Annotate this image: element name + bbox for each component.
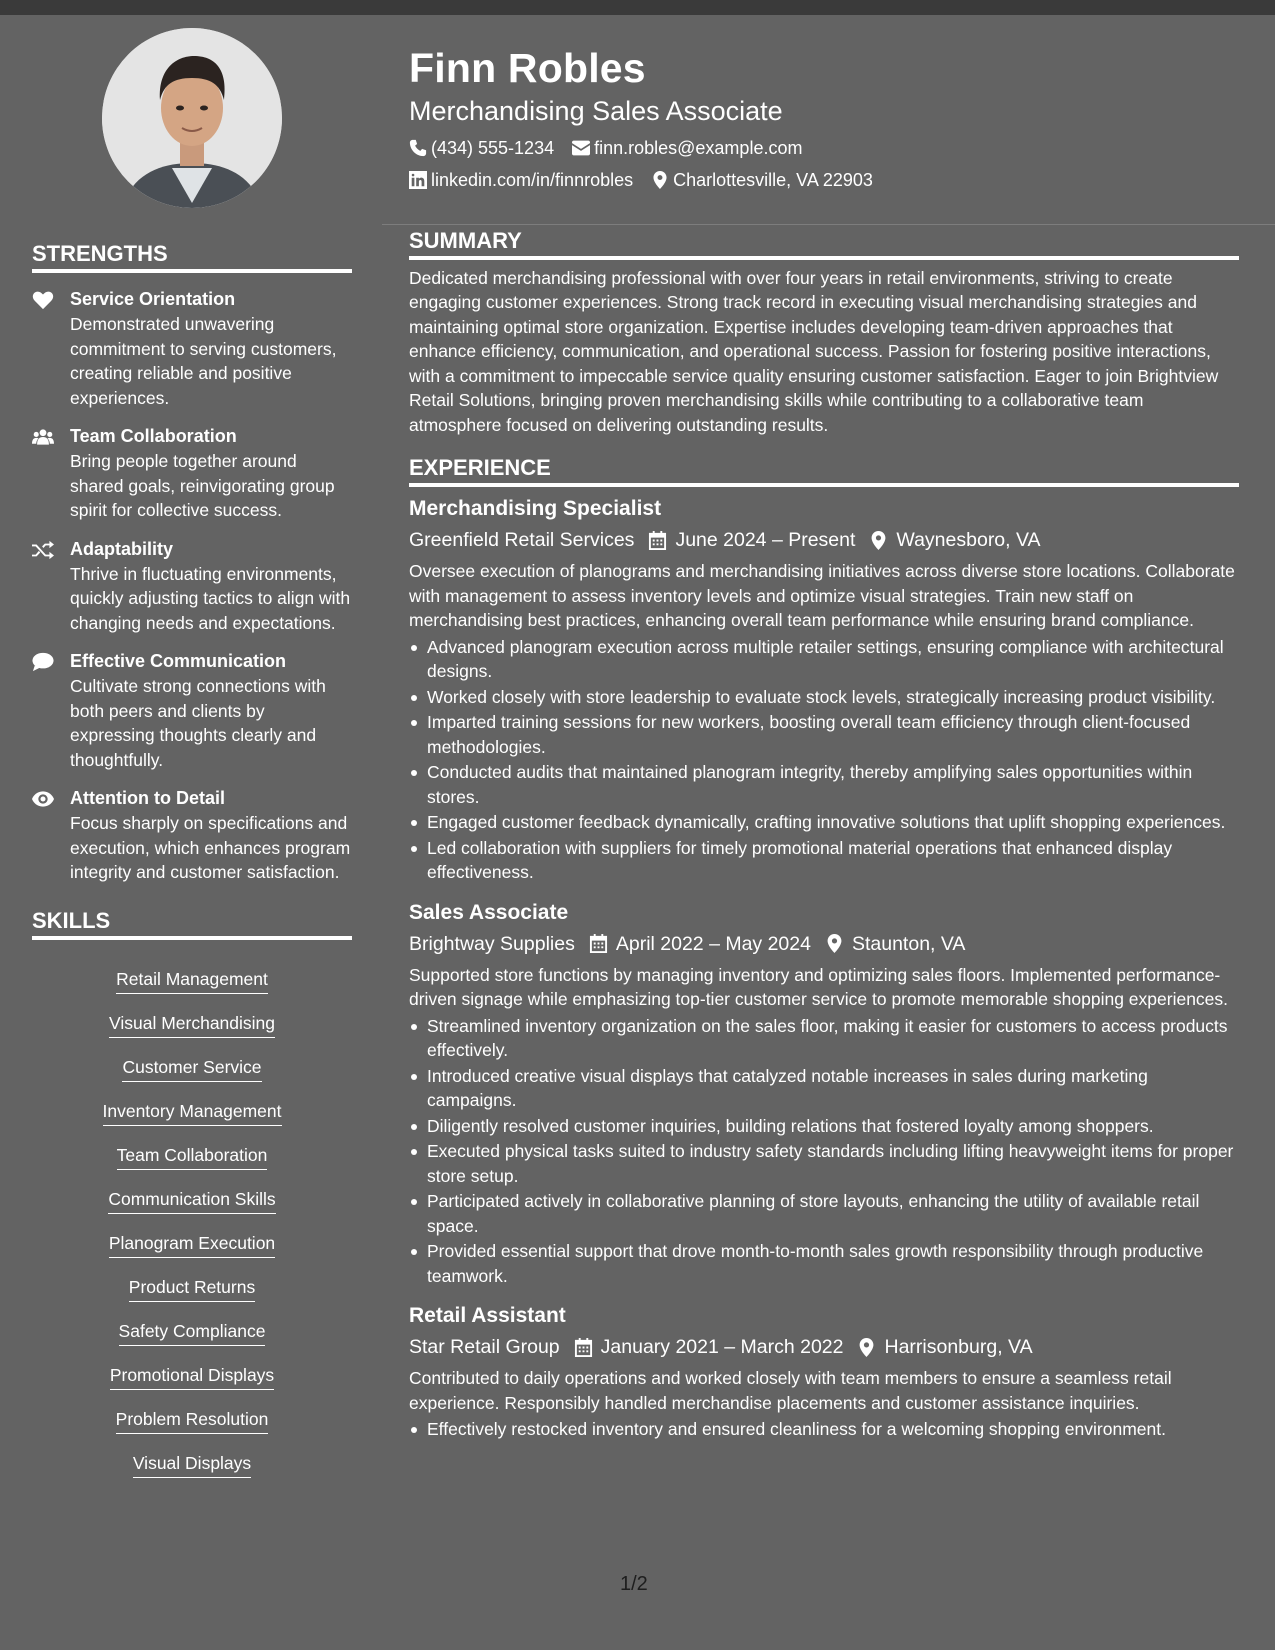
skill-item: Safety Compliance <box>119 1319 266 1346</box>
job-bullet: Streamlined inventory organization on the sales floor, making it easier for customers to access products effectively. <box>409 1014 1239 1063</box>
job-entry <box>409 899 1239 1289</box>
profile-photo <box>102 28 282 208</box>
strength-desc: Thrive in fluctuating environments, quickly adjusting tactics to align with changing needs and expectations. <box>70 563 351 633</box>
job-bullet: Introduced creative visual displays that catalyzed notable increases in sales during marketing campaigns. <box>409 1064 1239 1113</box>
skills-section <box>32 907 352 1478</box>
skill-item: Planogram Execution <box>109 1231 275 1258</box>
job-title: Retail Assistant <box>409 1304 566 1328</box>
strength-desc: Cultivate strong connections with both peers and clients by expressing thoughts clearly and thoughtfully. <box>70 676 326 770</box>
job-meta <box>409 930 1239 958</box>
strength-title: Team Collaboration <box>70 426 237 446</box>
eye-icon <box>32 789 54 809</box>
map-pin-icon <box>857 1338 876 1357</box>
job-bullets <box>409 1417 1239 1442</box>
skills-heading: SKILLS <box>32 907 352 940</box>
job-bullets <box>409 1014 1239 1289</box>
strength-desc: Demonstrated unwavering commitment to serving customers, creating reliable and positive experiences. <box>70 314 337 408</box>
strength-desc: Focus sharply on specifications and execution, which enhances program integrity and customer satisfaction. <box>70 813 351 882</box>
heart-icon <box>32 290 54 310</box>
job-meta <box>409 526 1239 554</box>
email-contact[interactable] <box>572 132 802 164</box>
job-location: Staunton, VA <box>851 932 966 955</box>
job-bullet: Diligently resolved customer inquiries, building relations that fostered loyalty among shoppers. <box>409 1114 1239 1139</box>
strength-item <box>32 649 352 772</box>
strength-title: Service Orientation <box>70 289 236 309</box>
skill-item: Problem Resolution <box>116 1407 269 1434</box>
strength-item <box>32 537 352 636</box>
calendar-icon <box>589 934 608 953</box>
job-title: Sales Associate <box>409 900 569 924</box>
map-pin-icon <box>869 531 888 550</box>
linkedin-contact[interactable] <box>409 164 633 196</box>
skill-list <box>32 950 352 1478</box>
skill-item: Promotional Displays <box>110 1363 274 1390</box>
map-pin-icon <box>651 171 669 189</box>
phone-text: (434) 555-1234 <box>431 137 555 158</box>
linkedin-text: linkedin.com/in/finnrobles <box>431 169 634 190</box>
job-entry <box>409 495 1239 885</box>
phone-icon <box>409 139 427 157</box>
job-company: Greenfield Retail Services <box>409 529 635 552</box>
strengths-section <box>32 240 352 885</box>
main-column <box>409 28 1239 1442</box>
job-location: Harrisonburg, VA <box>884 1336 1033 1359</box>
job-bullet: Effectively restocked inventory and ensured cleanliness for a welcoming shopping environment. <box>409 1417 1239 1442</box>
strength-item <box>32 786 352 885</box>
strength-desc: Bring people together around shared goals, reinvigorating group spirit for collective success. <box>70 451 335 520</box>
job-meta <box>409 1333 1239 1361</box>
strength-title: Effective Communication <box>70 651 287 671</box>
users-icon <box>32 427 54 447</box>
strength-item <box>32 424 352 523</box>
contact-row <box>409 132 1239 164</box>
job-description: Supported store functions by managing inventory and optimizing sales floors. Implemented performance-driven signage while emphasizing top-tier customer service to promote memorable shopping experiences. <box>409 964 1229 1010</box>
job-bullet: Led collaboration with suppliers for timely promotional material operations that enhanced display effectiveness. <box>409 836 1239 885</box>
job-company: Brightway Supplies <box>409 932 575 955</box>
job-bullet: Participated actively in collaborative planning of store layouts, enhancing the utility of available retail space. <box>409 1189 1239 1238</box>
job-description: Contributed to daily operations and worked closely with team members to ensure a seamless retail experience. Responsibly handled merchandise placements and customer assistance inquiries. <box>409 1368 1172 1413</box>
map-pin-icon <box>825 934 844 953</box>
job-bullets <box>409 635 1239 885</box>
job-location: Waynesboro, VA <box>896 529 1041 552</box>
skill-item: Visual Displays <box>133 1451 251 1478</box>
phone-contact[interactable] <box>409 132 554 164</box>
job-dates: January 2021 – March 2022 <box>600 1336 844 1359</box>
calendar-icon <box>648 531 667 550</box>
calendar-icon <box>574 1338 593 1357</box>
job-bullet: Executed physical tasks suited to industry safety standards including lifting heavyweight items for proper store setup. <box>409 1139 1239 1188</box>
comment-icon <box>32 652 54 672</box>
contact-row <box>409 164 1239 196</box>
strengths-heading: STRENGTHS <box>32 240 352 273</box>
skill-item: Visual Merchandising <box>109 1011 275 1038</box>
shuffle-icon <box>32 540 54 560</box>
job-entry <box>409 1302 1239 1442</box>
strength-item <box>32 287 352 410</box>
summary-text: Dedicated merchandising professional with over four years in retail environments, striving to create engaging customer experiences. Strong track record in executing visual merchandising strategies and maintaining optimal store organization. Expertise includes developing team-driven approaches that enhance efficiency, communication, and operational success. Passion for fostering positive interactions, with a commitment to impeccable service quality ensuring customer satisfaction. Eager to join Brightview Retail Solutions, bringing proven merchandising skills while contributing to a collaborative team atmosphere focused on delivering outstanding results. <box>409 267 1219 435</box>
candidate-name: Finn Robles <box>409 45 646 91</box>
envelope-icon <box>572 139 590 157</box>
avatar-illustration <box>102 28 282 208</box>
job-dates: April 2022 – May 2024 <box>615 932 811 955</box>
location-contact <box>651 164 873 196</box>
skill-item: Inventory Management <box>103 1099 282 1126</box>
candidate-title: Merchandising Sales Associate <box>409 96 783 127</box>
linkedin-icon <box>409 171 427 189</box>
skill-item: Retail Management <box>116 967 268 994</box>
job-bullet: Engaged customer feedback dynamically, crafting innovative solutions that uplift shopping experiences. <box>409 810 1239 835</box>
skill-item: Communication Skills <box>108 1187 275 1214</box>
job-title: Merchandising Specialist <box>409 497 662 521</box>
strength-title: Adaptability <box>70 538 174 559</box>
strength-title: Attention to Detail <box>70 788 225 808</box>
summary-section <box>409 227 1239 438</box>
job-bullet: Provided essential support that drove month-to-month sales growth responsibility through productive teamwork. <box>409 1239 1239 1288</box>
skill-item: Team Collaboration <box>117 1143 268 1170</box>
email-text: finn.robles@example.com <box>594 137 803 158</box>
job-bullet: Conducted audits that maintained planogram integrity, thereby amplifying sales opportunities within stores. <box>409 760 1239 809</box>
experience-heading: EXPERIENCE <box>409 454 1239 487</box>
experience-section <box>409 454 1239 1442</box>
skill-item: Product Returns <box>129 1275 255 1302</box>
job-bullet: Imparted training sessions for new workers, boosting overall team efficiency through client-focused methodologies. <box>409 710 1239 759</box>
job-bullet: Advanced planogram execution across multiple retailer settings, ensuring compliance with architectural designs. <box>409 635 1239 684</box>
job-bullet: Worked closely with store leadership to evaluate stock levels, strategically increasing product visibility. <box>409 685 1239 710</box>
job-company: Star Retail Group <box>409 1336 560 1359</box>
job-description: Oversee execution of planograms and merchandising initiatives across diverse store locations. Collaborate with management to assess inventory levels and optimize visual strategies. Train new staff on merchandising best practices, enhancing overall team performance while ensuring brand compliance. <box>409 561 1235 631</box>
summary-heading: SUMMARY <box>409 227 1239 260</box>
location-text: Charlottesville, VA 22903 <box>673 169 873 190</box>
skill-item: Customer Service <box>122 1055 261 1082</box>
top-bar <box>0 0 1275 15</box>
sidebar <box>32 28 352 1478</box>
job-dates: June 2024 – Present <box>675 529 856 552</box>
page-number: 1/2 <box>620 1573 648 1595</box>
